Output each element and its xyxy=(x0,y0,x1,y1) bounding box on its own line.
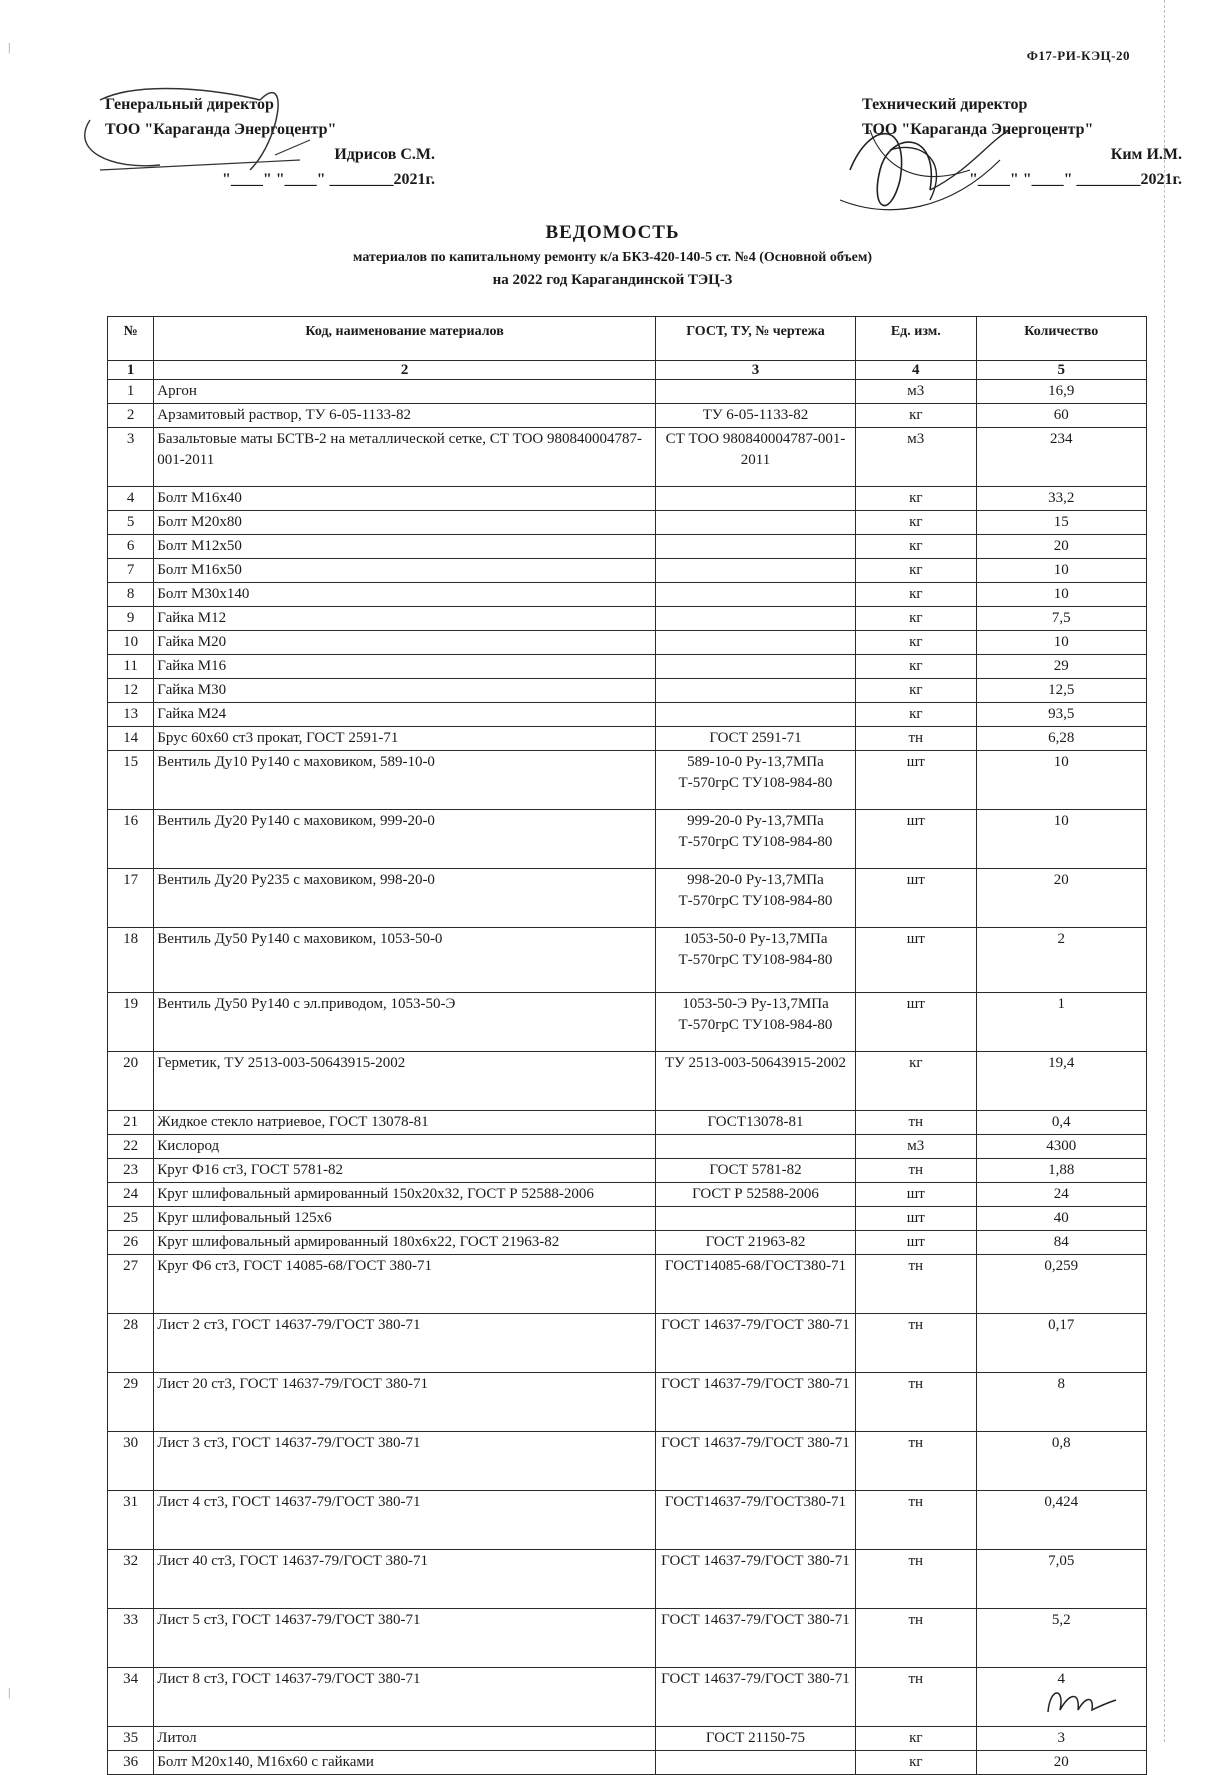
quantity: 0,4 xyxy=(976,1111,1146,1135)
unit: тн xyxy=(856,1550,976,1609)
unit: кг xyxy=(856,1751,976,1775)
gost-code xyxy=(655,655,855,679)
row-number: 22 xyxy=(108,1135,154,1159)
table-row xyxy=(108,1668,1147,1727)
approver-name: Ким И.М. xyxy=(1110,146,1182,163)
quantity: 2 xyxy=(976,928,1146,993)
row-number: 30 xyxy=(108,1432,154,1491)
gost-code xyxy=(655,559,855,583)
row-number: 13 xyxy=(108,703,154,727)
material-name: Болт М12х50 xyxy=(154,535,656,559)
table-row xyxy=(108,511,1147,535)
material-name: Гайка М24 xyxy=(154,703,656,727)
quantity: 10 xyxy=(976,583,1146,607)
quantity: 10 xyxy=(976,810,1146,869)
table-header-row xyxy=(108,317,1147,361)
quantity: 12,5 xyxy=(976,679,1146,703)
table-row xyxy=(108,535,1147,559)
gost-code: ГОСТ 14637-79/ГОСТ 380-71 xyxy=(655,1432,855,1491)
margin-mark: | xyxy=(8,40,11,54)
table-row xyxy=(108,1159,1147,1183)
gost-code: ГОСТ 21963-82 xyxy=(655,1231,855,1255)
table-row xyxy=(108,428,1147,487)
document-title: ВЕДОМОСТЬ xyxy=(545,222,680,243)
table-row xyxy=(108,1255,1147,1314)
header-number: № xyxy=(108,317,154,361)
gost-code: ГОСТ 5781-82 xyxy=(655,1159,855,1183)
row-number: 1 xyxy=(108,380,154,404)
unit: тн xyxy=(856,1255,976,1314)
table-row xyxy=(108,703,1147,727)
gost-code: СТ ТОО 980840004787-001-2011 xyxy=(655,428,855,487)
material-name: Гайка М30 xyxy=(154,679,656,703)
quantity: 24 xyxy=(976,1183,1146,1207)
gost-code xyxy=(655,1135,855,1159)
material-name: Лист 5 ст3, ГОСТ 14637-79/ГОСТ 380-71 xyxy=(154,1609,656,1668)
approval-right xyxy=(862,92,1182,192)
row-number: 35 xyxy=(108,1727,154,1751)
row-number: 24 xyxy=(108,1183,154,1207)
quantity: 33,2 xyxy=(976,487,1146,511)
quantity: 93,5 xyxy=(976,703,1146,727)
row-number: 25 xyxy=(108,1207,154,1231)
quantity: 5,2 xyxy=(976,1609,1146,1668)
row-number: 32 xyxy=(108,1550,154,1609)
unit: шт xyxy=(856,1207,976,1231)
gost-code: ГОСТ 21150-75 xyxy=(655,1727,855,1751)
quantity: 234 xyxy=(976,428,1146,487)
row-number: 5 xyxy=(108,511,154,535)
material-name: Лист 4 ст3, ГОСТ 14637-79/ГОСТ 380-71 xyxy=(154,1491,656,1550)
quantity: 0,259 xyxy=(976,1255,1146,1314)
gost-code: ТУ 2513-003-50643915-2002 xyxy=(655,1052,855,1111)
material-name: Болт М16х40 xyxy=(154,487,656,511)
quantity: 7,05 xyxy=(976,1550,1146,1609)
table-row xyxy=(108,751,1147,810)
table-row xyxy=(108,1491,1147,1550)
unit: кг xyxy=(856,703,976,727)
header-gost: ГОСТ, ТУ, № чертежа xyxy=(655,317,855,361)
quantity: 10 xyxy=(976,559,1146,583)
gost-code xyxy=(655,511,855,535)
material-name: Лист 20 ст3, ГОСТ 14637-79/ГОСТ 380-71 xyxy=(154,1373,656,1432)
row-number: 14 xyxy=(108,727,154,751)
row-number: 29 xyxy=(108,1373,154,1432)
material-name: Болт М20х140, М16х60 с гайками xyxy=(154,1751,656,1775)
quantity: 0,8 xyxy=(976,1432,1146,1491)
header-name: Код, наименование материалов xyxy=(154,317,656,361)
table-row xyxy=(108,1314,1147,1373)
column-number-row xyxy=(108,361,1147,380)
row-number: 23 xyxy=(108,1159,154,1183)
unit: кг xyxy=(856,631,976,655)
unit: шт xyxy=(856,751,976,810)
table-row xyxy=(108,1183,1147,1207)
unit: кг xyxy=(856,511,976,535)
unit: кг xyxy=(856,1727,976,1751)
gost-code: ГОСТ 14637-79/ГОСТ 380-71 xyxy=(655,1373,855,1432)
table-row xyxy=(108,1751,1147,1775)
row-number: 17 xyxy=(108,869,154,928)
approval-date: "____" "____" ________2021г. xyxy=(969,171,1182,188)
quantity: 1 xyxy=(976,993,1146,1052)
unit: кг xyxy=(856,559,976,583)
materials-table xyxy=(107,316,1147,1775)
quantity: 8 xyxy=(976,1373,1146,1432)
unit: тн xyxy=(856,1111,976,1135)
unit: тн xyxy=(856,1373,976,1432)
unit: м3 xyxy=(856,428,976,487)
unit: кг xyxy=(856,1052,976,1111)
gost-code: 1053-50-Э Ру-13,7МПа Т-570грС ТУ108-984-80 xyxy=(655,993,855,1052)
material-name: Болт М30х140 xyxy=(154,583,656,607)
material-name: Брус 60х60 ст3 прокат, ГОСТ 2591-71 xyxy=(154,727,656,751)
approver-position: Генеральный директор xyxy=(105,96,274,113)
quantity: 6,28 xyxy=(976,727,1146,751)
unit: шт xyxy=(856,1231,976,1255)
table-row xyxy=(108,1135,1147,1159)
gost-code: ГОСТ 14637-79/ГОСТ 380-71 xyxy=(655,1314,855,1373)
gost-code: ГОСТ14085-68/ГОСТ380-71 xyxy=(655,1255,855,1314)
gost-code xyxy=(655,1751,855,1775)
table-row xyxy=(108,727,1147,751)
gost-code: 1053-50-0 Ру-13,7МПа Т-570грС ТУ108-984-80 xyxy=(655,928,855,993)
table-row xyxy=(108,928,1147,993)
table-row xyxy=(108,1727,1147,1751)
unit: шт xyxy=(856,1183,976,1207)
document-subtitle-year: на 2022 год Карагандинской ТЭЦ-3 xyxy=(492,272,733,288)
margin-mark: | xyxy=(8,1685,11,1699)
row-number: 8 xyxy=(108,583,154,607)
material-name: Гайка М12 xyxy=(154,607,656,631)
unit: тн xyxy=(856,1159,976,1183)
approver-company: ТОО "Караганда Энергоцентр" xyxy=(862,121,1094,138)
gost-code: ГОСТ 14637-79/ГОСТ 380-71 xyxy=(655,1668,855,1727)
table-row xyxy=(108,631,1147,655)
quantity: 19,4 xyxy=(976,1052,1146,1111)
row-number: 16 xyxy=(108,810,154,869)
column-number: 3 xyxy=(655,361,855,380)
gost-code xyxy=(655,703,855,727)
material-name: Вентиль Ду50 Ру140 с маховиком, 1053-50-0 xyxy=(154,928,656,993)
material-name: Гайка М20 xyxy=(154,631,656,655)
quantity: 4300 xyxy=(976,1135,1146,1159)
gost-code: ГОСТ 14637-79/ГОСТ 380-71 xyxy=(655,1609,855,1668)
material-name: Арзамитовый раствор, ТУ 6-05-1133-82 xyxy=(154,404,656,428)
material-name: Круг шлифовальный армированный 180х6х22, ГОСТ 21963-82 xyxy=(154,1231,656,1255)
quantity: 40 xyxy=(976,1207,1146,1231)
table-row xyxy=(108,559,1147,583)
gost-code xyxy=(655,583,855,607)
column-number: 2 xyxy=(154,361,656,380)
material-name: Болт М16х50 xyxy=(154,559,656,583)
material-name: Круг шлифовальный 125х6 xyxy=(154,1207,656,1231)
quantity: 10 xyxy=(976,631,1146,655)
unit: кг xyxy=(856,535,976,559)
gost-code: 589-10-0 Ру-13,7МПа Т-570грС ТУ108-984-80 xyxy=(655,751,855,810)
gost-code xyxy=(655,487,855,511)
material-name: Лист 3 ст3, ГОСТ 14637-79/ГОСТ 380-71 xyxy=(154,1432,656,1491)
row-number: 6 xyxy=(108,535,154,559)
unit: тн xyxy=(856,727,976,751)
row-number: 12 xyxy=(108,679,154,703)
row-number: 15 xyxy=(108,751,154,810)
material-name: Вентиль Ду10 Ру140 с маховиком, 589-10-0 xyxy=(154,751,656,810)
material-name: Круг Ф6 ст3, ГОСТ 14085-68/ГОСТ 380-71 xyxy=(154,1255,656,1314)
table-body xyxy=(108,380,1147,1775)
unit: кг xyxy=(856,655,976,679)
table-row xyxy=(108,1052,1147,1111)
row-number: 28 xyxy=(108,1314,154,1373)
unit: кг xyxy=(856,404,976,428)
material-name: Гайка М16 xyxy=(154,655,656,679)
quantity: 7,5 xyxy=(976,607,1146,631)
header-unit: Ед. изм. xyxy=(856,317,976,361)
row-number: 3 xyxy=(108,428,154,487)
material-name: Лист 40 ст3, ГОСТ 14637-79/ГОСТ 380-71 xyxy=(154,1550,656,1609)
row-number: 26 xyxy=(108,1231,154,1255)
unit: шт xyxy=(856,993,976,1052)
material-name: Жидкое стекло натриевое, ГОСТ 13078-81 xyxy=(154,1111,656,1135)
quantity: 29 xyxy=(976,655,1146,679)
row-number: 36 xyxy=(108,1751,154,1775)
row-number: 34 xyxy=(108,1668,154,1727)
row-number: 31 xyxy=(108,1491,154,1550)
quantity: 84 xyxy=(976,1231,1146,1255)
gost-code xyxy=(655,679,855,703)
unit: шт xyxy=(856,928,976,993)
table-row xyxy=(108,655,1147,679)
column-number: 4 xyxy=(856,361,976,380)
unit: кг xyxy=(856,679,976,703)
unit: кг xyxy=(856,607,976,631)
quantity: 3 xyxy=(976,1727,1146,1751)
unit: тн xyxy=(856,1314,976,1373)
table-row xyxy=(108,1111,1147,1135)
row-number: 19 xyxy=(108,993,154,1052)
gost-code xyxy=(655,380,855,404)
material-name: Базальтовые маты БСТВ-2 на металлической сетке, СТ ТОО 980840004787-001-2011 xyxy=(154,428,656,487)
quantity: 15 xyxy=(976,511,1146,535)
table-row xyxy=(108,1231,1147,1255)
page-signature xyxy=(1040,1682,1120,1722)
gost-code: ТУ 6-05-1133-82 xyxy=(655,404,855,428)
row-number: 20 xyxy=(108,1052,154,1111)
approver-name: Идрисов С.М. xyxy=(334,146,435,163)
approval-date: "____" "____" ________2021г. xyxy=(222,171,435,188)
gost-code: ГОСТ Р 52588-2006 xyxy=(655,1183,855,1207)
row-number: 10 xyxy=(108,631,154,655)
unit: тн xyxy=(856,1432,976,1491)
unit: тн xyxy=(856,1609,976,1668)
unit: тн xyxy=(856,1491,976,1550)
document-subtitle: материалов по капитальному ремонту к/а БКЗ-420-140-5 ст. №4 (Основной объем) xyxy=(352,250,873,265)
row-number: 21 xyxy=(108,1111,154,1135)
table-row xyxy=(108,1550,1147,1609)
material-name: Литол xyxy=(154,1727,656,1751)
quantity: 1,88 xyxy=(976,1159,1146,1183)
unit: тн xyxy=(856,1668,976,1727)
table-row xyxy=(108,679,1147,703)
row-number: 2 xyxy=(108,404,154,428)
unit: кг xyxy=(856,487,976,511)
quantity: 20 xyxy=(976,535,1146,559)
row-number: 7 xyxy=(108,559,154,583)
quantity: 10 xyxy=(976,751,1146,810)
unit: шт xyxy=(856,810,976,869)
row-number: 27 xyxy=(108,1255,154,1314)
gost-code: 998-20-0 Ру-13,7МПа Т-570грС ТУ108-984-80 xyxy=(655,869,855,928)
unit: кг xyxy=(856,583,976,607)
quantity: 20 xyxy=(976,869,1146,928)
gost-code: ГОСТ 14637-79/ГОСТ 380-71 xyxy=(655,1550,855,1609)
table-row xyxy=(108,380,1147,404)
row-number: 33 xyxy=(108,1609,154,1668)
material-name: Круг Ф16 ст3, ГОСТ 5781-82 xyxy=(154,1159,656,1183)
material-name: Герметик, ТУ 2513-003-50643915-2002 xyxy=(154,1052,656,1111)
table-row xyxy=(108,583,1147,607)
table-row xyxy=(108,607,1147,631)
gost-code xyxy=(655,535,855,559)
material-name: Лист 8 ст3, ГОСТ 14637-79/ГОСТ 380-71 xyxy=(154,1668,656,1727)
quantity: 0,424 xyxy=(976,1491,1146,1550)
table-row xyxy=(108,404,1147,428)
column-number: 1 xyxy=(108,361,154,380)
material-name: Вентиль Ду20 Ру140 с маховиком, 999-20-0 xyxy=(154,810,656,869)
quantity: 20 xyxy=(976,1751,1146,1775)
quantity: 4 xyxy=(976,1668,1146,1727)
quantity: 60 xyxy=(976,404,1146,428)
table-row xyxy=(108,993,1147,1052)
form-code: Ф17-РИ-КЭЦ-20 xyxy=(1026,48,1130,63)
header-quantity: Количество xyxy=(976,317,1146,361)
approver-position: Технический директор xyxy=(862,96,1028,113)
gost-code: 999-20-0 Ру-13,7МПа Т-570грС ТУ108-984-80 xyxy=(655,810,855,869)
gost-code xyxy=(655,631,855,655)
row-number: 9 xyxy=(108,607,154,631)
unit: м3 xyxy=(856,380,976,404)
material-name: Круг шлифовальный армированный 150х20х32, ГОСТ Р 52588-2006 xyxy=(154,1183,656,1207)
approval-left xyxy=(105,92,435,192)
table-row xyxy=(108,1373,1147,1432)
column-number: 5 xyxy=(976,361,1146,380)
table-row xyxy=(108,869,1147,928)
quantity: 16,9 xyxy=(976,380,1146,404)
table-row xyxy=(108,1207,1147,1231)
material-name: Кислород xyxy=(154,1135,656,1159)
row-number: 18 xyxy=(108,928,154,993)
unit: шт xyxy=(856,869,976,928)
unit: м3 xyxy=(856,1135,976,1159)
material-name: Болт М20х80 xyxy=(154,511,656,535)
row-number: 4 xyxy=(108,487,154,511)
gost-code xyxy=(655,607,855,631)
table-row xyxy=(108,1432,1147,1491)
material-name: Вентиль Ду20 Ру235 с маховиком, 998-20-0 xyxy=(154,869,656,928)
title-block xyxy=(0,222,1225,289)
row-number: 11 xyxy=(108,655,154,679)
quantity: 0,17 xyxy=(976,1314,1146,1373)
gost-code xyxy=(655,1207,855,1231)
gost-code: ГОСТ13078-81 xyxy=(655,1111,855,1135)
table-row xyxy=(108,487,1147,511)
material-name: Лист 2 ст3, ГОСТ 14637-79/ГОСТ 380-71 xyxy=(154,1314,656,1373)
material-name: Вентиль Ду50 Ру140 с эл.приводом, 1053-50-Э xyxy=(154,993,656,1052)
gost-code: ГОСТ14637-79/ГОСТ380-71 xyxy=(655,1491,855,1550)
material-name: Аргон xyxy=(154,380,656,404)
table-row xyxy=(108,810,1147,869)
table-row xyxy=(108,1609,1147,1668)
gost-code: ГОСТ 2591-71 xyxy=(655,727,855,751)
approver-company: ТОО "Караганда Энергоцентр" xyxy=(105,121,337,138)
